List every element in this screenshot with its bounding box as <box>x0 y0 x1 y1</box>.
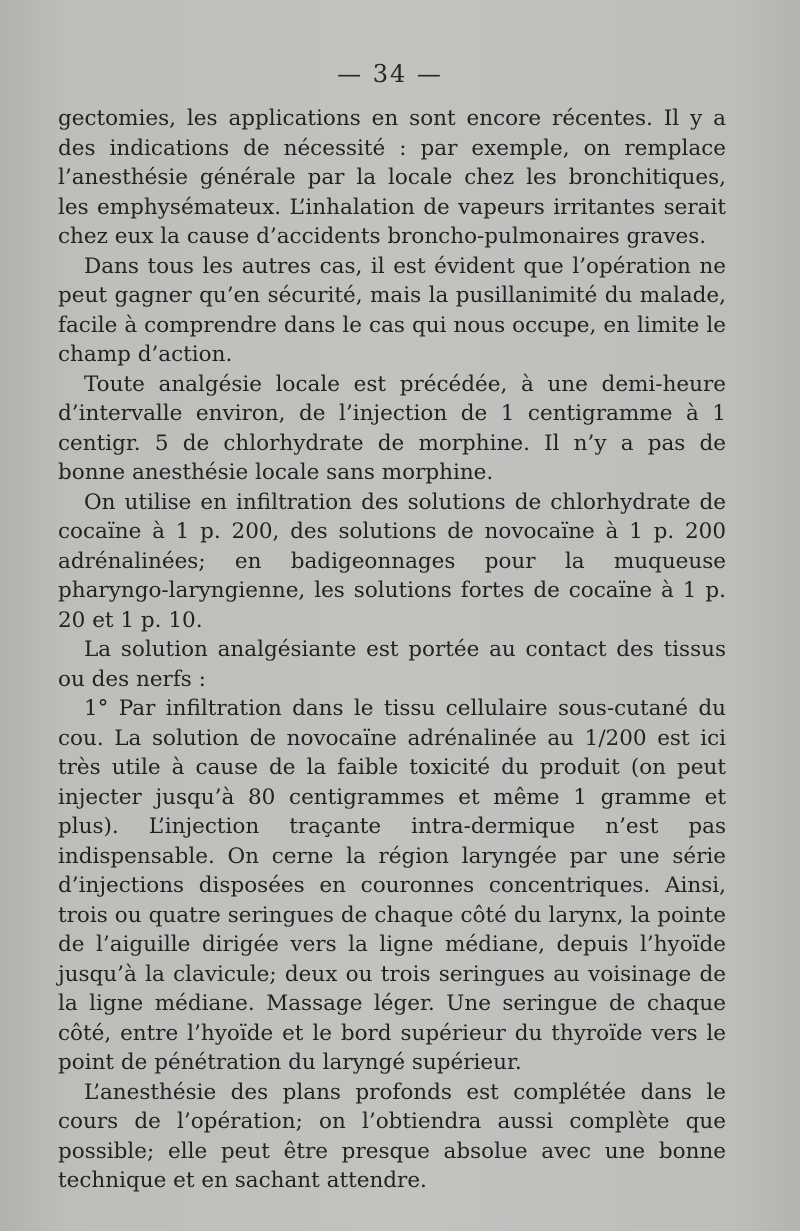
paragraph-infiltration: 1° Par infiltration dans le tissu cellulaire sous-cutané du cou. La solution de novocaïne adrénalinée au 1/200 est ici très utile à cause de la faible toxicité du produit (on peut injecter jusqu’à 80 centigrammes et même 1 gramme et plus). L’injection traçante intra-dermique n’est pas indispensable. On cerne la région laryngée par une série d’injections disposées en couronnes concentriques. Ainsi, trois ou quatre seringues de chaque côté du larynx, la pointe de l’aiguille dirigée vers la ligne médiane, depuis l’hyoïde jusqu’à la clavicule; deux ou trois seringues au voisinage de la ligne médiane. Massage léger. Une seringue de chaque côté, entre l’hyoïde et le bord supérieur du thyroïde vers le point de pénétration du laryngé supérieur. <box>58 696 726 1075</box>
body-text <box>58 104 726 1196</box>
paragraph-morphine: Toute analgésie locale est précédée, à une demi-heure d’intervalle environ, de l’injection de 1 centigramme à 1 centigr. 5 de chlorhydrate de morphine. Il n’y a pas de bonne anesthésie locale sans morphine. <box>58 371 726 485</box>
paragraph-deep-planes: L’anesthésie des plans profonds est complétée dans le cours de l’opération; on l’obtiendra aussi complète que possible; elle peut être presque absolue avec une bonne technique et en sachant attendre. <box>58 1079 726 1193</box>
paragraph-other-cases: Dans tous les autres cas, il est évident que l’opération ne peut gagner qu’en sécurité, mais la pusillanimité du malade, facile à comprendre dans le cas qui nous occupe, en limite le champ d’action. <box>58 253 726 367</box>
paragraph-contact: La solution analgésiante est portée au contact des tissus ou des nerfs : <box>58 637 726 692</box>
paragraph-continuation: gectomies, les applications en sont encore récentes. Il y a des indications de nécessité : par exemple, on remplace l’anesthésie générale par la locale chez les bronchitiques, les emphysémateux. L’inhalation de vapeurs irritantes serait chez eux la cause d’accidents broncho-pulmonaires graves. <box>58 106 726 249</box>
page-number: — 34 — <box>337 60 443 88</box>
paragraph-solutions: On utilise en infiltration des solutions de chlorhydrate de cocaïne à 1 p. 200, des solutions de novocaïne à 1 p. 200 adrénalinées; en badigeonnages pour la muqueuse pharyngo-laryngienne, les solutions fortes de cocaïne à 1 p. 20 et 1 p. 10. <box>58 489 726 633</box>
